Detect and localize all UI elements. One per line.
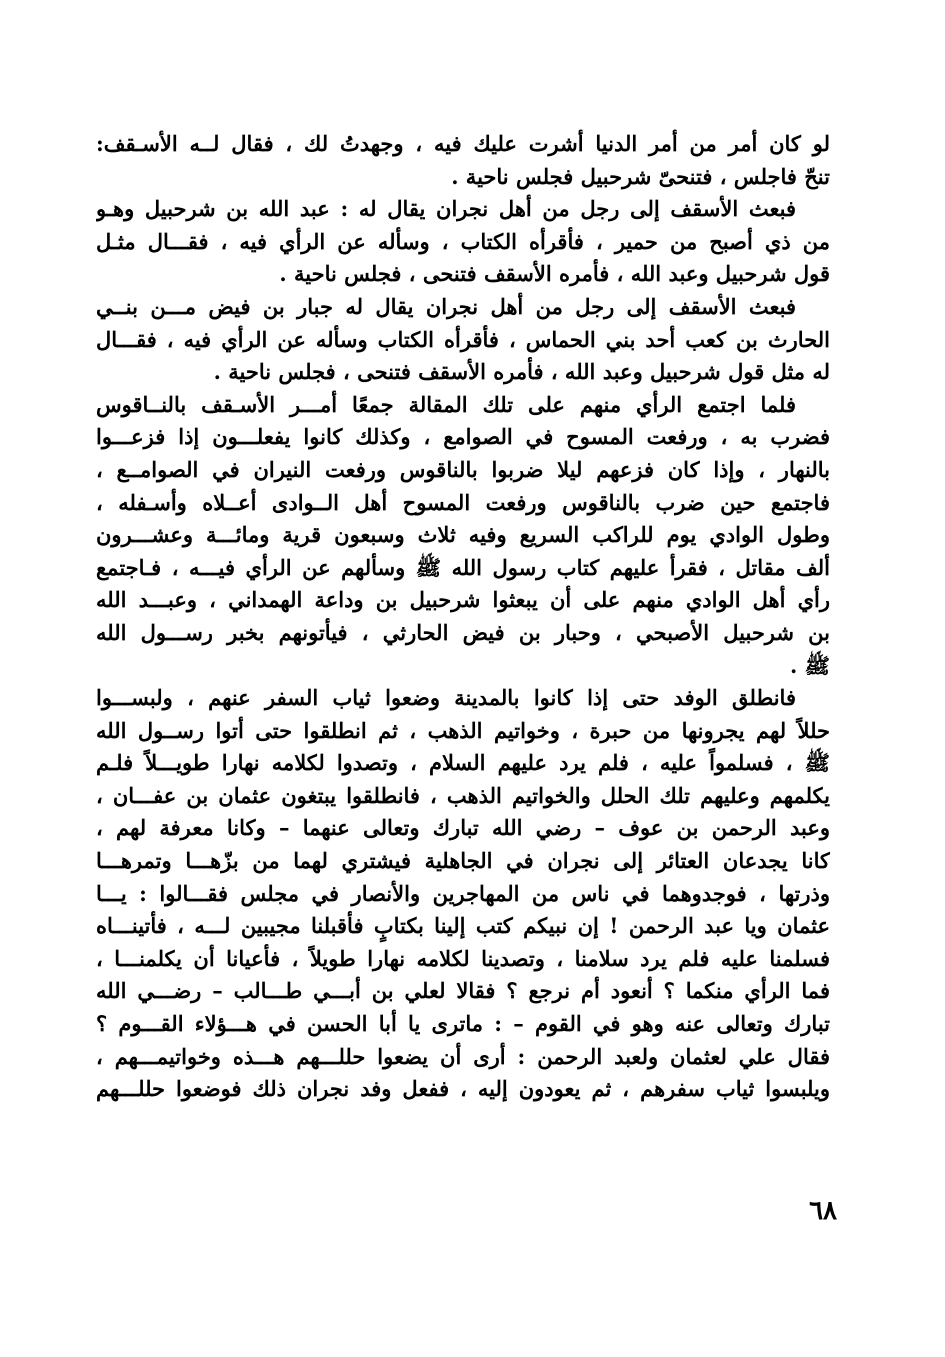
text-line: بن شرحبيل الأصبحي ، وحبار بن فيض الحارثي ، فيأتونهم بخبر رســـول الله	[96, 619, 830, 645]
text-line: فبعث الأسقف إلى رجل من أهل نجران يقال له جبار بن فيض مـــن بنــي	[96, 293, 796, 319]
text-line: فقال علي لعثمان ولعبد الرحمن : أرى أن يضعوا حللـــهم هـــذه وخواتيمـــهم ،	[96, 1043, 830, 1069]
text-line: لو كان أمر من أمر الدنيا أشرت عليك فيه ، وجهدتُ لك ، فقال لــه الأسـقف:	[96, 131, 830, 156]
text-line: حللاً لهم يجرونها من حبرة ، وخواتيم الذهب ، ثم انطلقوا حتى أتوا رســول الله	[96, 717, 830, 743]
text-line: فضرب به ، ورفعت المسوح في الصوامع ، وكذلك كانوا يفعلـــون إذا فزعـــوا	[96, 424, 830, 450]
body-text	[96, 128, 830, 1106]
text-line: ألف مقاتل ، فقرأ عليهم كتاب رسول الله ﷺ وسألهم عن الرأي فيـــه ، فـاجتمع	[96, 554, 830, 580]
text-line: وعبد الرحمن بن عوف – رضي الله تبارك وتعالى عنهما – وكانا معرفة لهم ،	[96, 815, 830, 841]
text-line: عثمان ويا عبد الرحمن ! إن نبيكم كتب إلينا بكتابٍ فأقبلنا مجيبين لـــه ، فأتينـــاه	[96, 913, 830, 939]
text-line: يكلمهم وعليهم تلك الحلل والخواتيم الذهب ، فانطلقوا يبتغون عثمان بن عفـــان ،	[96, 782, 830, 808]
text-line: قول شرحبيل وعبد الله ، فأمره الأسقف فتنحى ، فجلس ناحية .	[279, 261, 830, 287]
text-line: كانا يجدعان العتائر إلى نجران في الجاهلية فيشتري لهما من بزّهـــا وتمرهـــا	[96, 848, 830, 874]
text-line: فلما اجتمع الرأي منهم على تلك المقالة جمعًا أمـــر الأسـقف بالنــاقوس	[96, 391, 796, 417]
text-line: بالنهار ، وإذا كان فزعهم ليلا ضربوا بالناقوس ورفعت النيران في الصوامــع ،	[96, 456, 830, 482]
text-line: فبعث الأسقف إلى رجل من أهل نجران يقال له : عبد الله بن شرحبيل وهـو	[96, 196, 796, 222]
page-number: ٦٨	[809, 1196, 837, 1226]
text-line: ﷺ .	[790, 652, 830, 678]
text-line: رأي أهل الوادي منهم على أن يبعثوا شرحبيل بن وداعة الهمداني ، وعبـــد الله	[96, 587, 830, 613]
text-line: الحارث بن كعب أحد بني الحماس ، فأقرأه الكتاب وسأله عن الرأي فيه ، فقـــال	[96, 326, 830, 352]
text-line: ويلبسوا ثياب سفرهم ، ثم يعودون إليه ، ففعل وفد نجران ذلك فوضعوا حللـــهم	[96, 1076, 830, 1102]
text-line: ﷺ ، فسلمواً عليه ، فلم يرد عليهم السلام ، وتصدوا لكلامه نهارا طويـــلاً فلـم	[96, 750, 830, 776]
text-line: وذرتها ، فوجدوهما في ناس من المهاجرين والأنصار في مجلس فقـــالوا : يـــا	[96, 880, 830, 906]
text-line: فسلمنا عليه فلم يرد سلامنا ، وتصدينا لكلامه نهارا طويلاً ، فأعيانا أن يكلمنـــا ،	[96, 945, 830, 971]
text-line: فاجتمع حين ضرب بالناقوس ورفعت المسوح أهل الــوادى أعــلاه وأسـفله ،	[96, 489, 830, 515]
text-line: فما الرأي منكما ؟ أنعود أم نرجع ؟ فقالا لعلي بن أبـــي طـــالب – رضـــي الله	[96, 978, 830, 1004]
text-line: من ذي أصبح من حمير ، فأقرأه الكتاب ، وسأله عن الرأي فيه ، فقـــال مثـل	[96, 228, 830, 254]
text-line: تبارك وتعالى عنه وهو في القوم – : ماترى يا أبا الحسن في هـــؤلاء القـــوم ؟	[96, 1011, 830, 1037]
text-line: وطول الوادي يوم للراكب السريع وفيه ثلاث وسبعون قرية ومائـــة وعشـــرون	[96, 522, 830, 548]
text-line: له مثل قول شرحبيل وعبد الله ، فأمره الأسقف فتنحى ، فجلس ناحية .	[213, 359, 830, 385]
text-line: تنحّ فاجلس ، فتنحىّ شرحبيل فجلس ناحية .	[451, 163, 830, 189]
text-line: فانطلق الوفد حتى إذا كانوا بالمدينة وضعوا ثياب السفر عنهم ، ولبســـوا	[96, 685, 796, 711]
